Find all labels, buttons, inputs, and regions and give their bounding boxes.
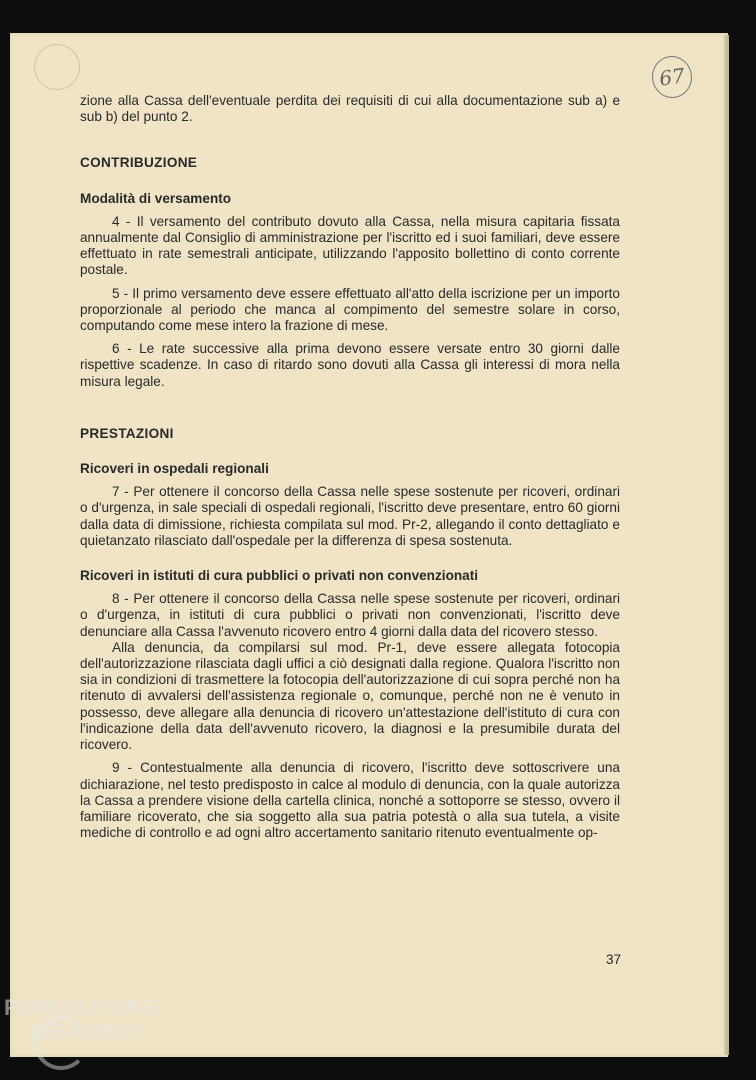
paragraph-9: 9 - Contestualmente alla denuncia di ricovero, l'iscritto deve sottoscrivere una dichiarazione, nel testo predisposto in calce al modulo di denuncia, con la quale autorizza la Cassa a prendere visione della cartella clinica, nonché a sottoporre se stesso, ovvero il familiare ricoverato, che sia soggetto alla sua patria potestà o alla sua tutela, a visite mediche di controllo e ad ogni altro accertamento sanitario ritenuto eventualmente op- xyxy=(80,760,620,841)
faded-stamp xyxy=(34,44,80,90)
paragraph-number: 9 xyxy=(112,760,120,776)
paragraph-number: 4 xyxy=(112,213,120,229)
page-edge xyxy=(724,35,729,1055)
paragraph-number: 7 xyxy=(112,484,120,500)
paragraph-text: Il versamento del contributo dovuto alla Cassa, nella misura capitaria fissata annualmente dal Consiglio di amministrazione per l'iscritto ed i suoi familiari, deve essere effettuato in rate semestrali anticipate, utilizzando l'apposito bollettino di conto corrente postale. xyxy=(80,213,620,278)
paragraph-text: Il primo versamento deve essere effettuato all'atto della iscrizione per un importo proporzionale al periodo che manca al compimento del semestre solare in corso, computando come mese intero la frazione di mese. xyxy=(80,285,620,334)
subtitle-ospedali-regionali: Ricoveri in ospedali regionali xyxy=(80,461,269,477)
section-title-contribuzione: CONTRIBUZIONE xyxy=(80,155,198,171)
paragraph-7: 7 - Per ottenere il concorso della Cassa nelle spese sostenute per ricoveri, ordinari o d'urgenza, in sale speciali di ospedali regionali, l'iscritto deve presentare, entro 60 giorni dalla data di dimissione, richiesta compilata sul mod. Pr-2, allegando il conto dettagliato e quietanzato rilasciato dall'ospedale per la differenza di spesa sostenuta. xyxy=(80,484,620,548)
paragraph-4: 4 - Il versamento del contributo dovuto alla Cassa, nella misura capitaria fissata annualmente dal Consiglio di amministrazione per l'iscritto ed i suoi familiari, deve essere effettuato in rate semestrali anticipate, utilizzando l'apposito bollettino di conto corrente postale. xyxy=(80,213,620,278)
paragraph-number: 5 xyxy=(112,285,120,301)
watermark xyxy=(4,996,159,1044)
subtitle-modalita: Modalità di versamento xyxy=(80,190,232,206)
paragraph-5: 5 - Il primo versamento deve essere effettuato all'atto della iscrizione per un importo proporzionale al periodo che manca al compimento del semestre solare in corso, computando come mese intero la frazione di mese. xyxy=(80,285,620,334)
page-number: 37 xyxy=(606,952,622,967)
paragraph-text: Le rate successive alla prima devono essere versate entro 30 giorni dalle rispettive scadenze. In caso di ritardo sono dovuti alla Cassa gli interessi di mora nella misura legale. xyxy=(80,341,620,389)
watermark-line1: FONDAZIONE xyxy=(4,995,160,1020)
paragraph-text: Contestualmente alla denuncia di ricovero, l'iscritto deve sottoscrivere una dichiarazione, nel testo predisposto in calce al modulo di denuncia, con la quale autorizza la Cassa a prendere visione della cartella clinica, nonché a sottoporre se stesso, ovvero il familiare ricoverato, che sia soggetto alla sua patria potestà o alla sua tutela, a visite mediche di controllo e ad ogni altro accertamento sanitario ritenuto eventualmente op- xyxy=(80,760,620,841)
paragraph-number: 6 xyxy=(112,341,120,357)
paragraph-text: Per ottenere il concorso della Cassa nelle spese sostenute per ricoveri, ordinari o d'urgenza, in sale speciali di ospedali regionali, l'iscritto deve presentare, entro 60 giorni dalla data di dimissione, richiesta compilata sul mod. Pr-2, allegando il conto dettagliato e quietanzato rilasciato dall'ospedale per la differenza di spesa sostenuta. xyxy=(80,484,620,548)
intro-paragraph: zione alla Cassa dell'eventuale perdita dei requisiti di cui alla documentazione sub a) e sub b) del punto 2. xyxy=(80,93,620,125)
body-text xyxy=(80,93,620,841)
paragraph-text: Per ottenere il concorso della Cassa nelle spese sostenute per ricoveri, ordinari o d'urgenza, in istituti di cura pubblici o privati non convenzionati, l'iscritto deve denunciare alla Cassa l'avvenuto ricovero entro 4 giorni dalla data del ricovero stesso. xyxy=(80,591,620,639)
subtitle-istituti-cura: Ricoveri in istituti di cura pubblici o privati non convenzionati xyxy=(80,568,479,584)
handwritten-folio-number: 67 xyxy=(649,53,694,100)
paragraph-8-continued: Alla denuncia, da compilarsi sul mod. Pr-1, deve essere allegata fotocopia dell'autorizzazione rilasciata dagli uffici a ciò designati dalla regione. Qualora l'iscritto non sia in condizioni di trasmettere la fotocopia dell'autorizzazione di cui sopra perché non ha ritenuto di avvalersi dell'assistenza regionale o, comunque, perché non ne è venuto in possesso, deve allegare alla denuncia di ricovero un'attestazione dell'istituto di cura con l'indicazione della data dell'avvenuto ricovero, la diagnosi e la presumibile durata del ricovero. xyxy=(80,639,620,753)
watermark-line2: GRAMSCI xyxy=(30,1019,141,1044)
section-title-prestazioni: PRESTAZIONI xyxy=(80,425,174,441)
paragraph-number: 8 xyxy=(112,591,120,607)
paragraph-6: 6 - Le rate successive alla prima devono essere versate entro 30 giorni dalle rispettive scadenze. In caso di ritardo sono dovuti alla Cassa gli interessi di mora nella misura legale. xyxy=(80,341,620,389)
paragraph-8: 8 - Per ottenere il concorso della Cassa nelle spese sostenute per ricoveri, ordinari o d'urgenza, in istituti di cura pubblici o privati non convenzionati, l'iscritto deve denunciare alla Cassa l'avvenuto ricovero entro 4 giorni dalla data del ricovero stesso. xyxy=(80,591,620,639)
